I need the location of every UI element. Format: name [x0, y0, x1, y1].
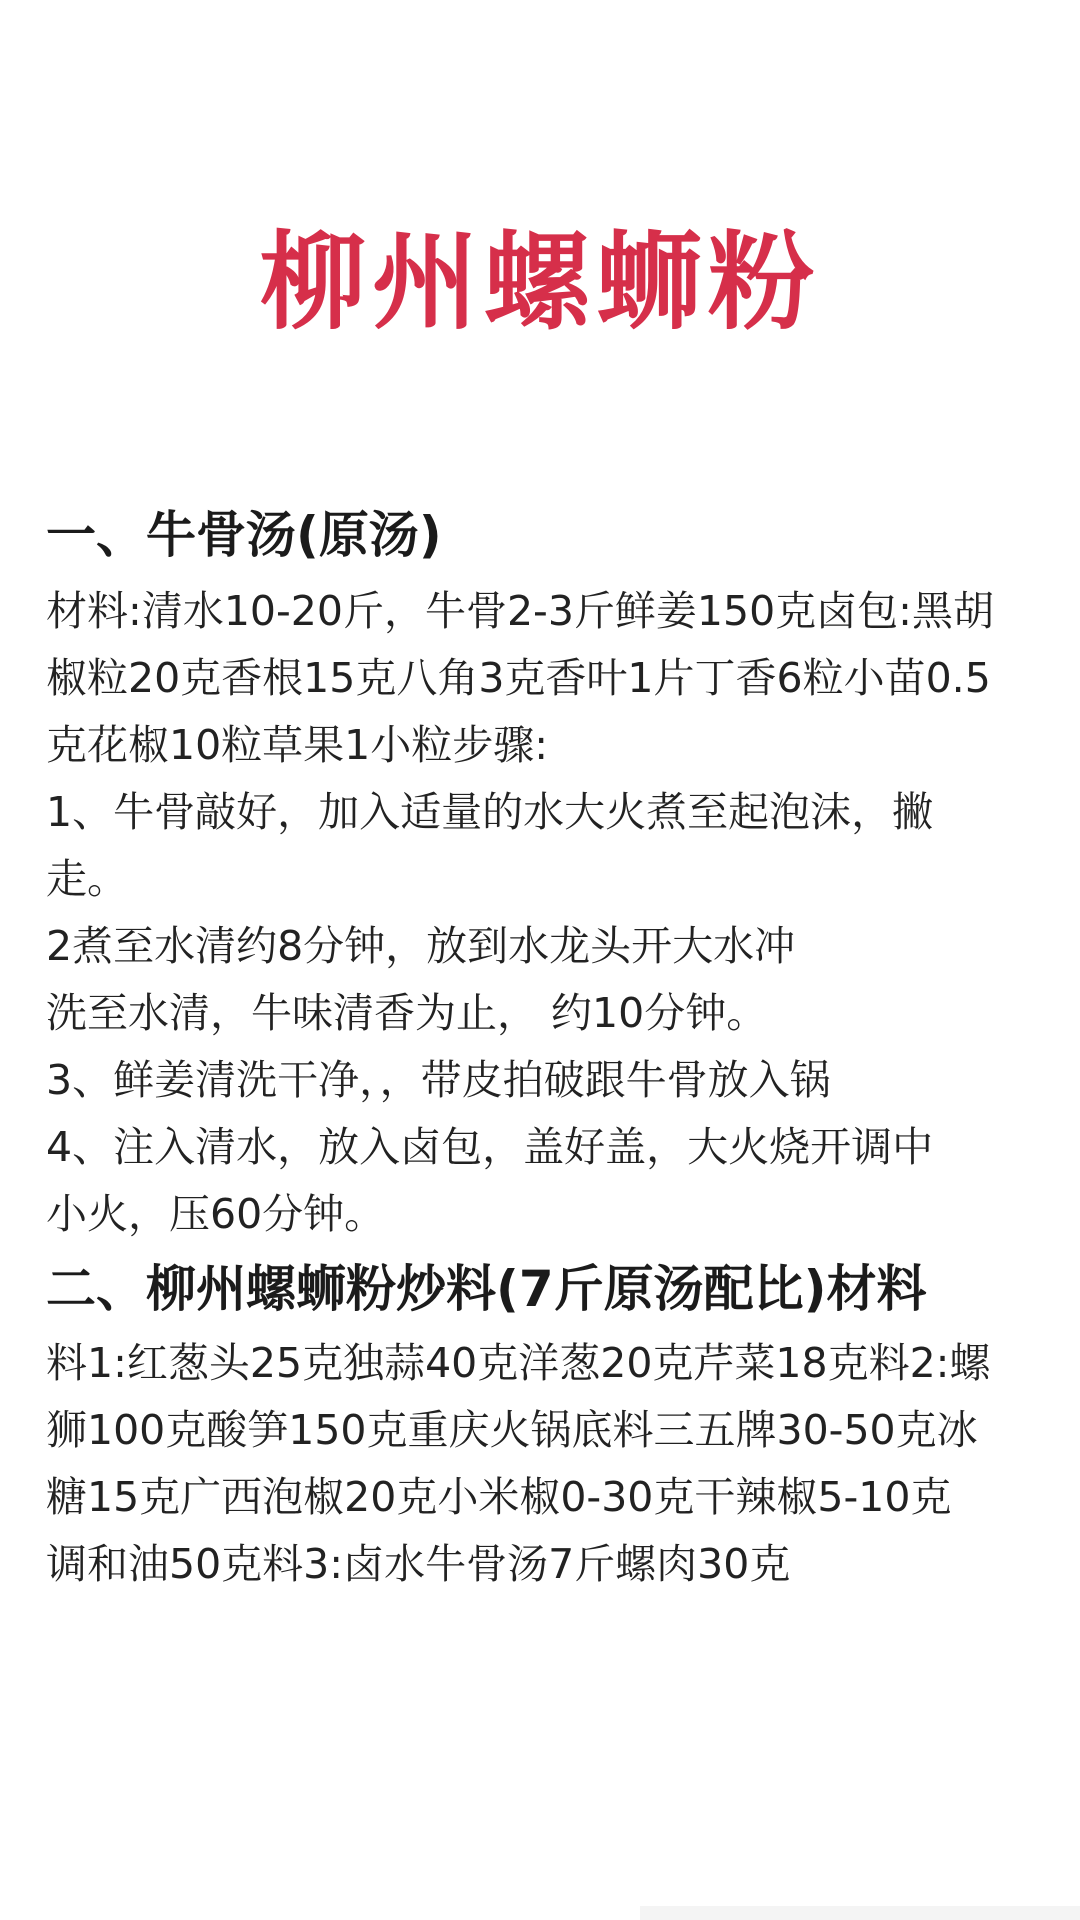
bottom-edge-shade: [640, 1906, 1080, 1920]
text-line: 4、注入清水，放入卤包，盖好盖，大火烧开调中: [46, 1123, 934, 1171]
text-line: 材料:清水10-20斤，牛骨2-3斤鲜姜150克卤包:黑胡: [46, 587, 994, 635]
text-line: 糖15克广西泡椒20克小米椒0-30克干辣椒5-10克: [46, 1473, 952, 1521]
text-line: 椒粒20克香根15克八角3克香叶1片丁香6粒小苗0.5: [46, 654, 991, 702]
text-line: 2煮至水清约8分钟，放到水龙头开大水冲: [46, 922, 796, 970]
text-line: 洗至水清，牛味清香为止， 约10分钟。: [46, 989, 768, 1037]
text-line: 克花椒10粒草果1小粒步骤:: [46, 721, 549, 769]
section-heading-beef-bone-soup: 一、牛骨汤(原汤): [46, 506, 442, 564]
text-line: 3、鲜姜清洗干净，，带皮拍破跟牛骨放入锅: [46, 1056, 831, 1104]
text-line: 调和油50克料3:卤水牛骨汤7斤螺肉30克: [46, 1540, 791, 1588]
text-line: 走。: [46, 855, 128, 903]
text-line: 料1:红葱头25克独蒜40克洋葱20克芹菜18克料2:螺: [46, 1339, 991, 1387]
text-line: 1、牛骨敲好，加入适量的水大火煮至起泡沫，撇: [46, 788, 934, 836]
section-heading-stir-fry-ingredients: 二、柳州螺蛳粉炒料(7斤原汤配比)材料: [46, 1260, 927, 1318]
text-line: 狮100克酸笋150克重庆火锅底料三五牌30-50克冰: [46, 1406, 978, 1454]
page-title: 柳州螺蛳粉: [260, 221, 820, 344]
recipe-content: [46, 500, 1046, 1598]
text-line: 小火，压60分钟。: [46, 1190, 386, 1238]
